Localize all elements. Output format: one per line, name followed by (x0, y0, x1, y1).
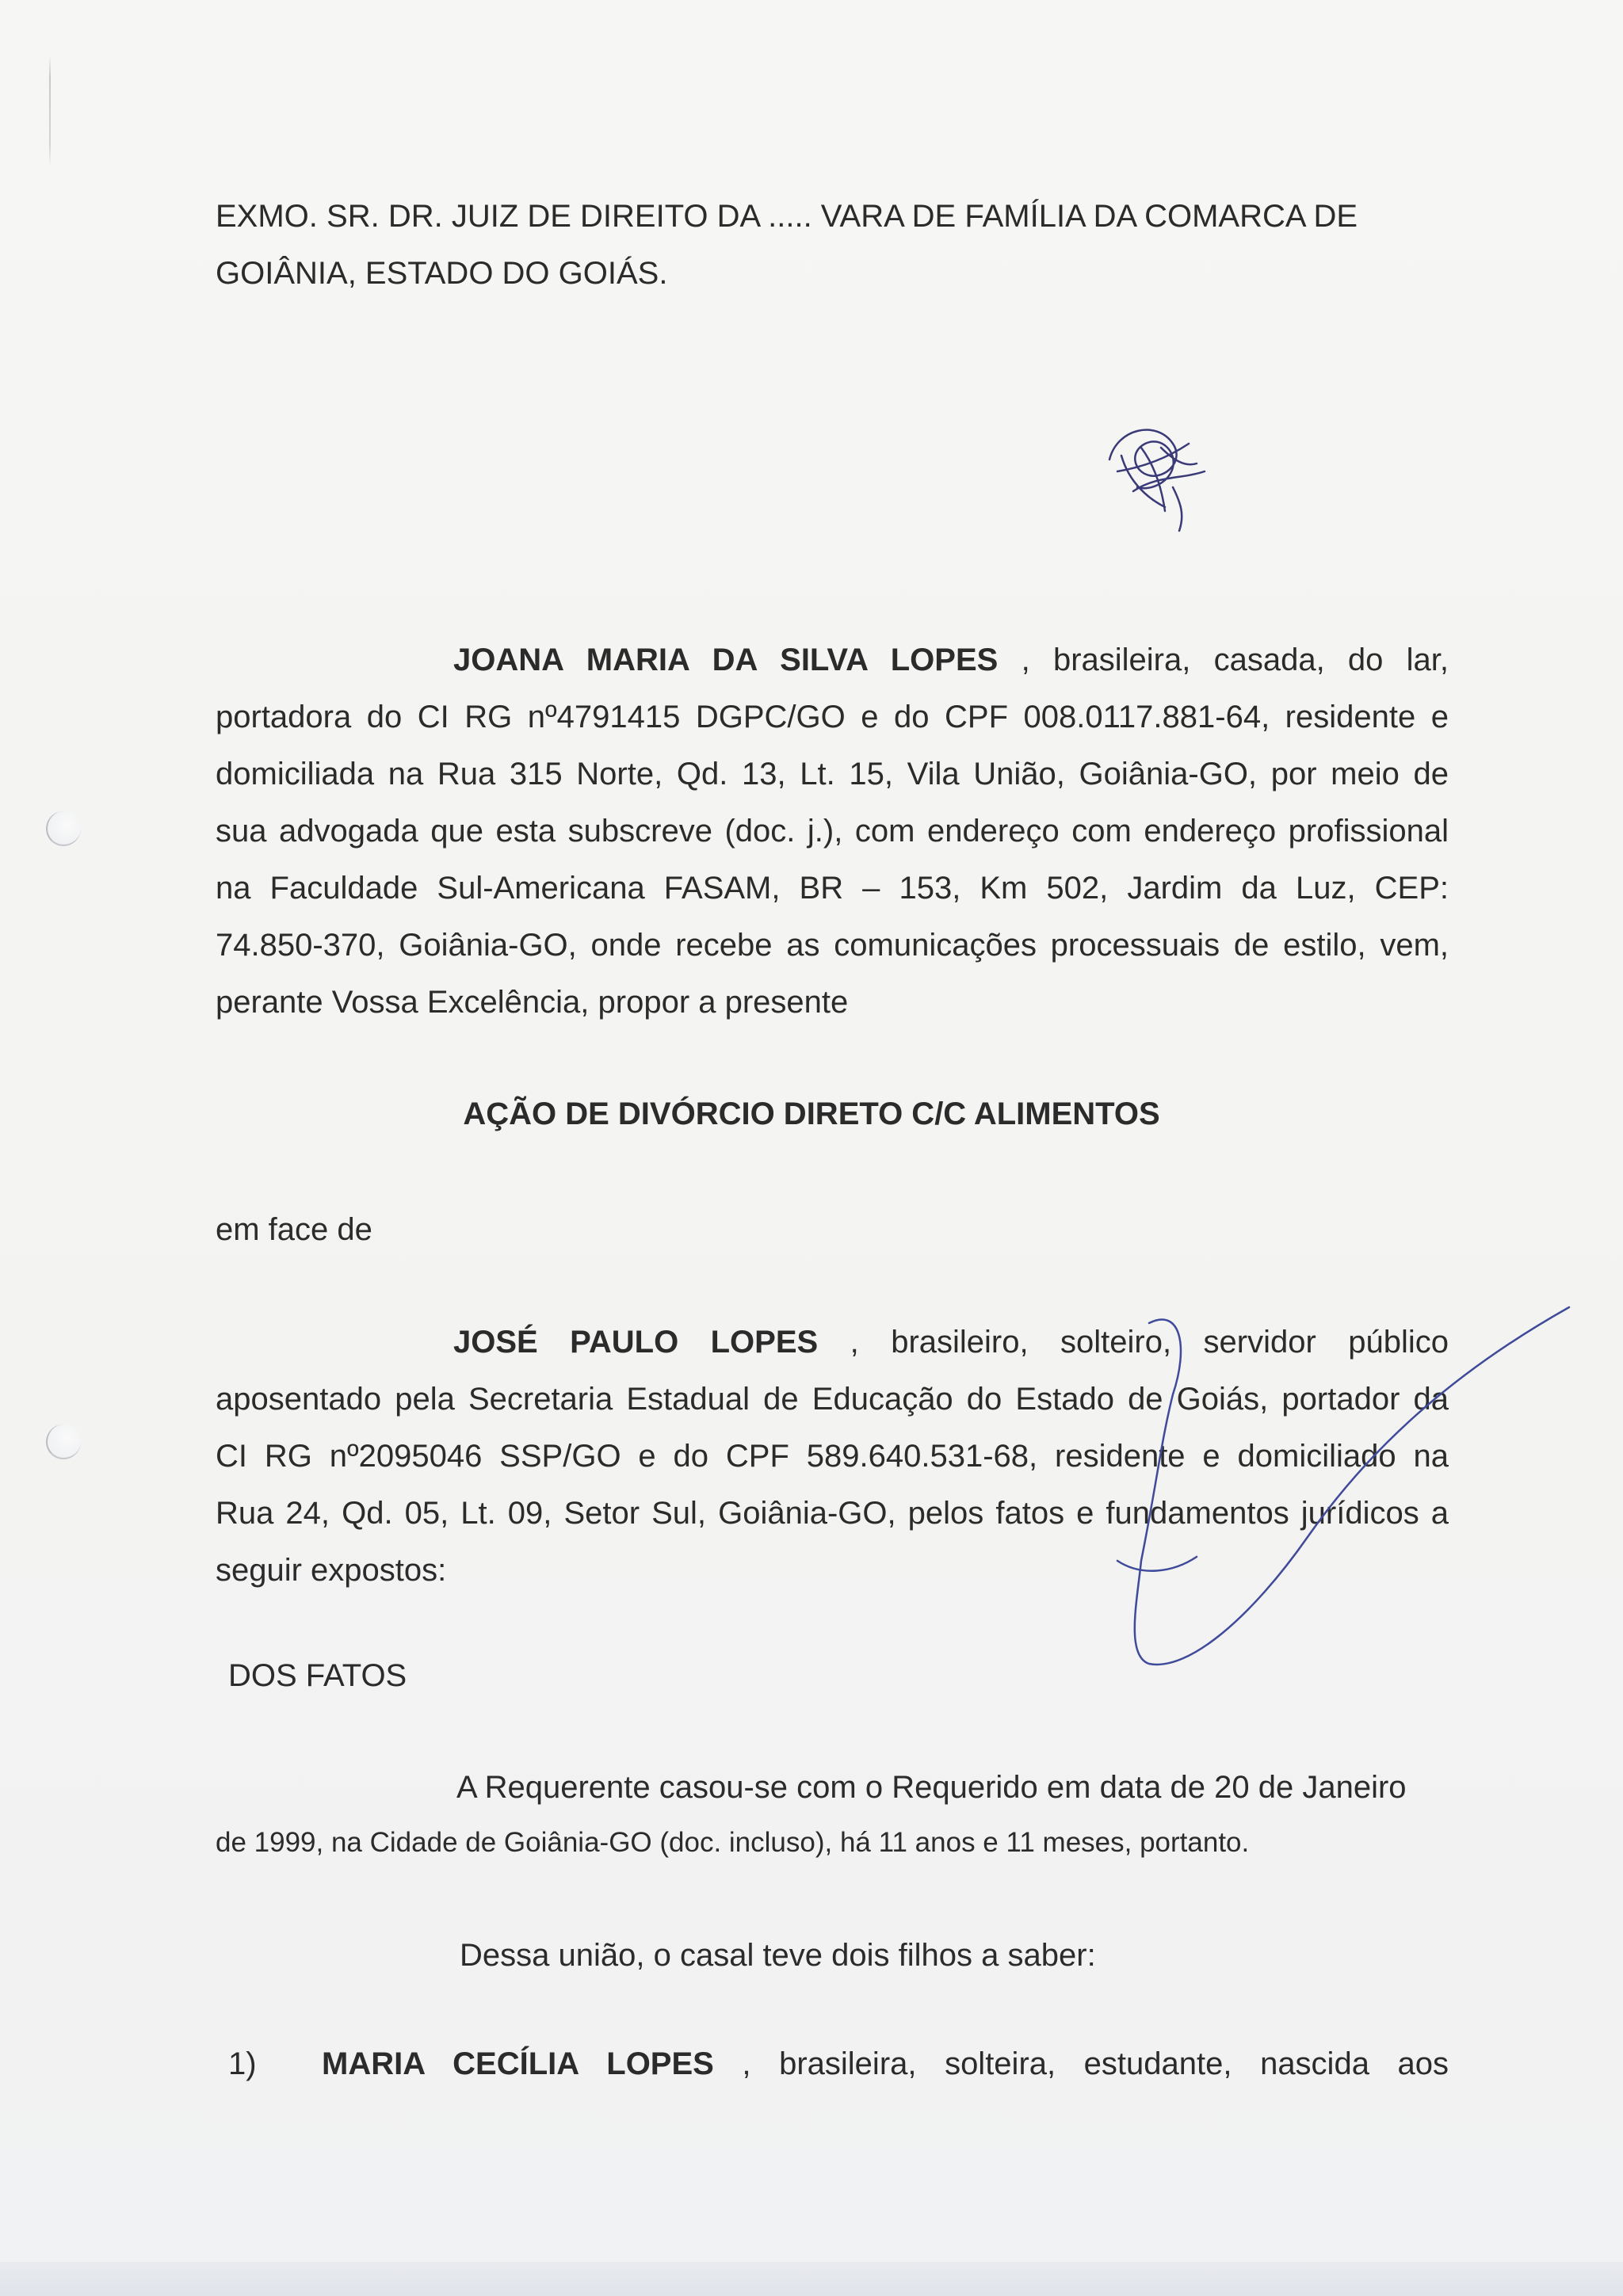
initials-signature (1086, 412, 1212, 539)
court-address-line-2: GOIÂNIA, ESTADO DO GOIÁS. (216, 256, 668, 291)
plaintiff-line-2: portadora do CI RG nº4791415 DGPC/GO e do CPF 008.0117.881-64, residente e (216, 700, 1449, 734)
em-face-de: em face de (216, 1212, 372, 1247)
plaintiff-line-1 (216, 644, 1449, 676)
child-rest: , brasileira, solteira, estudante, nascida aos (742, 2046, 1449, 2081)
plaintiff-line-7: perante Vossa Excelência, propor a presente (216, 985, 849, 1020)
punch-hole (46, 1425, 81, 1459)
defendant-line-3: CI RG nº2095046 SSP/GO e do CPF 589.640.531-68, residente e domiciliado na (216, 1439, 1449, 1474)
defendant-name: JOSÉ PAULO LOPES (453, 1325, 819, 1360)
pen-signature-stroke (1094, 1299, 1585, 1680)
plaintiff-line-3: domiciliada na Rua 315 Norte, Qd. 13, Lt. 15, Vila União, Goiânia-GO, por meio de (216, 757, 1449, 791)
facts-p1-line-1: A Requerente casou-se com o Requerido em data de 20 de Janeiro (456, 1770, 1407, 1805)
child-name: MARIA CECÍLIA LOPES (322, 2046, 714, 2081)
plaintiff-name: JOANA MARIA DA SILVA LOPES (453, 643, 999, 677)
plaintiff-line-1-rest: , brasileira, casada, do lar, (1021, 643, 1449, 677)
action-title: AÇÃO DE DIVÓRCIO DIRETO C/C ALIMENTOS (463, 1097, 1160, 1131)
defendant-line-4: Rua 24, Qd. 05, Lt. 09, Setor Sul, Goiânia-GO, pelos fatos e fundamentos jurídicos a (216, 1496, 1449, 1531)
plaintiff-line-4: sua advogada que esta subscreve (doc. j.), com endereço com endereço profissional (216, 814, 1449, 849)
facts-p2: Dessa união, o casal teve dois filhos a saber: (460, 1938, 1096, 1973)
plaintiff-line-6: 74.850-370, Goiânia-GO, onde recebe as comunicações processuais de estilo, vem, (216, 928, 1449, 963)
scan-bottom-edge (0, 2262, 1623, 2296)
child-line (322, 2048, 1449, 2080)
child-number: 1) (228, 2046, 257, 2081)
defendant-line-5: seguir expostos: (216, 1553, 447, 1588)
defendant-line-1-rest: , brasileiro, solteiro, servidor público (850, 1325, 1449, 1360)
scan-edge-mark (49, 55, 51, 166)
section-heading-facts: DOS FATOS (228, 1658, 407, 1693)
punch-hole (46, 811, 81, 846)
defendant-line-2: aposentado pela Secretaria Estadual de Educação do Estado de Goiás, portador da (216, 1382, 1449, 1417)
plaintiff-line-5: na Faculdade Sul-Americana FASAM, BR – 153, Km 502, Jardim da Luz, CEP: (216, 871, 1449, 906)
facts-p1-line-2: de 1999, na Cidade de Goiânia-GO (doc. incluso), há 11 anos e 11 meses, portanto. (216, 1827, 1250, 1858)
court-address-line-1: EXMO. SR. DR. JUIZ DE DIREITO DA ..... VARA DE FAMÍLIA DA COMARCA DE (216, 199, 1358, 234)
